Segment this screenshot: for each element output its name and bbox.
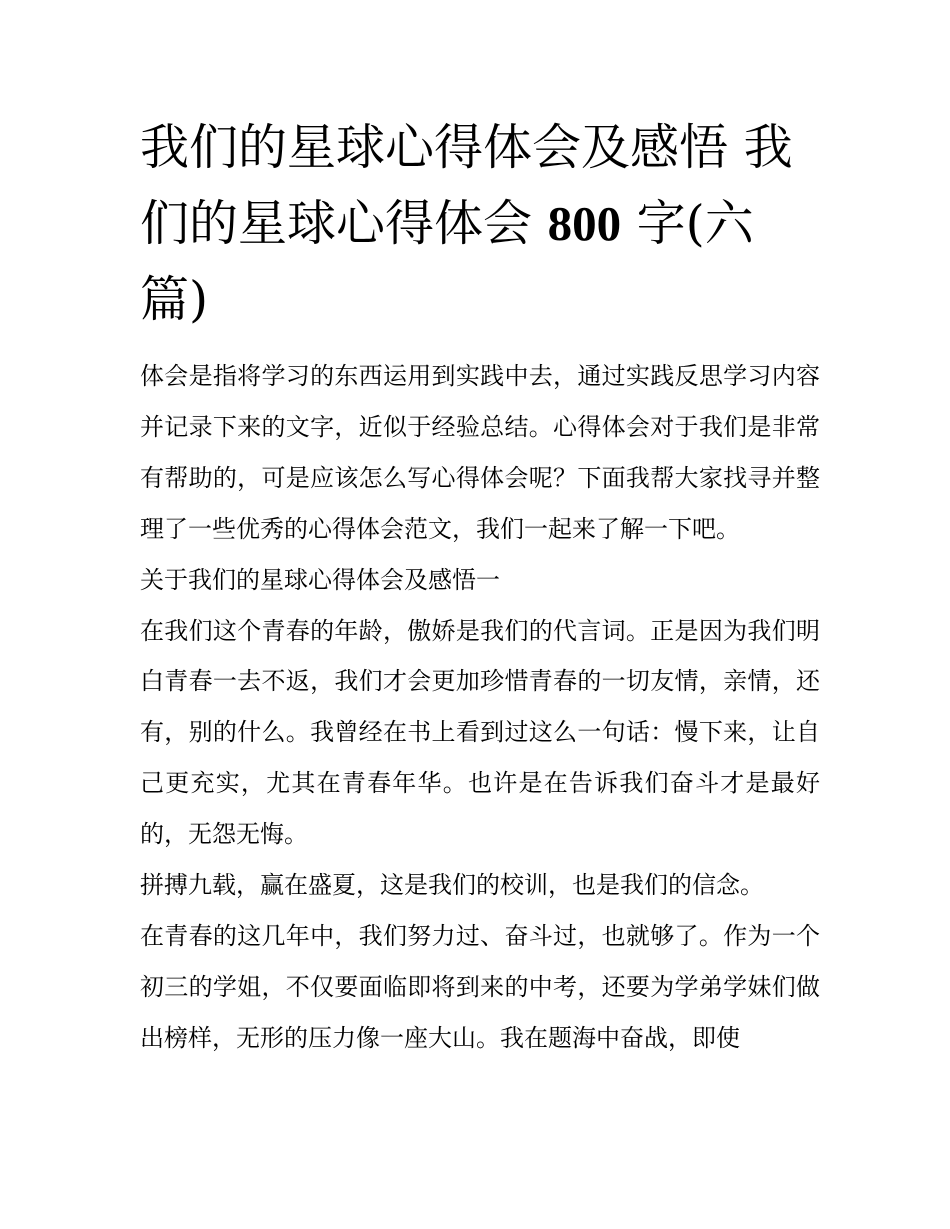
title-text-part-1: 我们的星球心得体会及感悟 我们的星球心得体会 [140, 119, 793, 252]
title-text-part-2: 字(六篇) [140, 195, 754, 328]
body-paragraph: 在青春的这几年中，我们努力过、奋斗过，也就够了。作为一个初三的学姐，不仅要面临即将到来的中考，还要为学弟学妹们做出榜样，无形的压力像一座大山。我在题海中奋战，即使 [140, 921, 820, 1052]
body-paragraph: 拼搏九载，赢在盛夏，这是我们的校训，也是我们的信念。 [140, 871, 764, 900]
intro-paragraph: 体会是指将学习的东西运用到实践中去，通过实践反思学习内容并记录下来的文字，近似于经验总结。心得体会对于我们是非常有帮助的，可是应该怎么写心得体会呢？下面我帮大家找寻并整理了一些优秀的心得体会范文，我们一起来了解一下吧。 [140, 362, 820, 543]
document-body [140, 351, 820, 1064]
section-heading: 关于我们的星球心得体会及感悟一 [140, 565, 500, 594]
document-title [140, 110, 820, 338]
title-number: 800 [547, 196, 622, 251]
body-paragraph: 在我们这个青春的年龄，傲娇是我们的代言词。正是因为我们明白青春一去不返，我们才会更加珍惜青春的一切友情，亲情，还有，别的什么。我曾经在书上看到过这么一句话：慢下来，让自己更充实，尤其在青春年华。也许是在告诉我们奋斗才是最好的，无怨无悔。 [140, 616, 820, 849]
